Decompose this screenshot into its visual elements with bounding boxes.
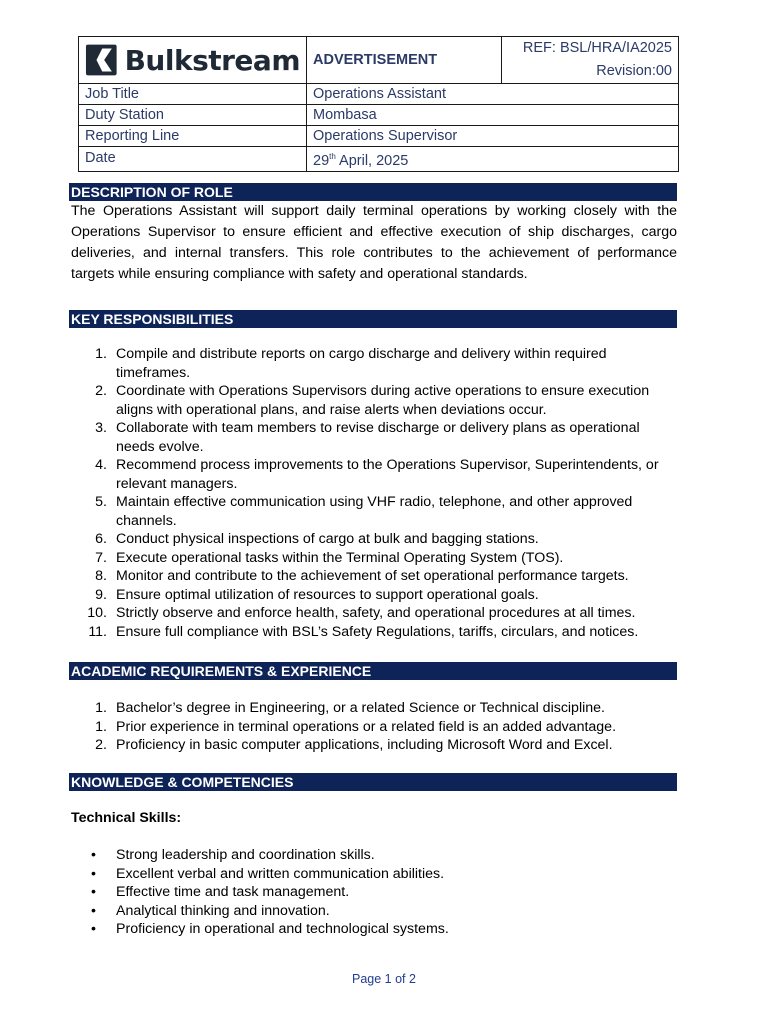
- list-item: [71, 493, 671, 530]
- section-heading-knowledge: KNOWLEDGE & COMPETENCIES: [69, 773, 677, 791]
- list-item-text: Strong leadership and coordination skills.: [116, 847, 375, 863]
- description-text: The Operations Assistant will support daily terminal operations by working closely with the Operations Supervisor to ensure efficient and effective execution of ship discharges, cargo deliveries, and internal transfers. This role contributes to the achievement of performance targets while ensuring compliance with safety and operational standards.: [71, 203, 677, 282]
- list-item: [71, 718, 671, 737]
- advertisement-label: ADVERTISEMENT: [307, 37, 502, 84]
- row-value: Operations Assistant: [307, 84, 679, 105]
- list-item-text: Proficiency in operational and technological systems.: [116, 921, 449, 937]
- list-item-text: Ensure full compliance with BSL’s Safety Regulations, tariffs, circulars, and notices.: [116, 623, 639, 640]
- list-item-number: 1.: [95, 718, 107, 735]
- list-item-text: Bachelor’s degree in Engineering, or a related Science or Technical discipline.: [116, 700, 605, 716]
- list-item-number: 2.: [95, 737, 107, 753]
- date-suffix: th: [329, 152, 336, 161]
- header-table: [78, 36, 679, 172]
- list-item-number: 1.: [95, 346, 107, 362]
- bullet-icon: •: [91, 921, 96, 937]
- list-item-text: Effective time and task management.: [116, 884, 350, 900]
- section-heading-responsibilities: KEY RESPONSIBILITIES: [69, 310, 677, 328]
- logo-text: Bulkstream: [124, 43, 300, 77]
- row-label: Date: [79, 147, 307, 172]
- reporting-line-row: [79, 126, 679, 147]
- list-item-number: 8.: [95, 568, 107, 584]
- list-item-number: 9.: [95, 586, 107, 603]
- bullet-icon: •: [91, 847, 96, 863]
- responsibilities-list: [71, 345, 671, 641]
- list-item: [71, 865, 671, 884]
- date-row: [79, 147, 679, 172]
- reference-cell: [502, 37, 679, 84]
- bullet-icon: •: [91, 865, 96, 882]
- list-item: [71, 846, 671, 865]
- date-day: 29: [313, 152, 330, 169]
- list-item-number: 1.: [95, 700, 107, 716]
- list-item-text: Compile and distribute reports on cargo discharge and delivery within required timeframes.: [116, 346, 607, 381]
- list-item: [71, 530, 671, 549]
- list-item-text: Strictly observe and enforce health, safety, and operational procedures at all times.: [116, 605, 636, 621]
- row-label: Reporting Line: [79, 126, 307, 147]
- list-item: [71, 345, 671, 382]
- list-item: [71, 623, 671, 642]
- list-item: [71, 419, 671, 456]
- reference-number: REF: BSL/HRA/IA2025: [522, 40, 672, 56]
- row-value: Mombasa: [307, 105, 679, 126]
- list-item: [71, 902, 671, 921]
- list-item-number: 3.: [95, 420, 107, 436]
- job-title-row: [79, 84, 679, 105]
- technical-skills-heading: Technical Skills:: [71, 810, 182, 826]
- list-item-number: 4.: [95, 457, 107, 473]
- section-heading-description: DESCRIPTION OF ROLE: [69, 183, 677, 201]
- list-item: [71, 382, 671, 419]
- bullet-icon: •: [91, 884, 96, 900]
- list-item-text: Ensure optimal utilization of resources to support operational goals.: [116, 586, 539, 603]
- list-item-text: Excellent verbal and written communication abilities.: [116, 865, 445, 882]
- list-item-text: Maintain effective communication using VHF radio, telephone, and other approved channels.: [116, 494, 633, 529]
- list-item-number: 11.: [88, 623, 107, 640]
- list-item: [71, 736, 671, 755]
- list-item: [71, 567, 671, 586]
- row-value: Operations Supervisor: [307, 126, 679, 147]
- list-item-text: Conduct physical inspections of cargo at bulk and bagging stations.: [116, 531, 539, 547]
- list-item-text: Coordinate with Operations Supervisors during active operations to ensure execution aligns with operational plans, and raise alerts when deviations occur.: [116, 383, 650, 418]
- date-rest: April, 2025: [335, 152, 409, 169]
- logo-cell: [79, 37, 307, 84]
- list-item: [71, 920, 671, 939]
- list-item: [71, 699, 671, 718]
- list-item-text: Prior experience in terminal operations or a related field is an added advantage.: [116, 718, 617, 735]
- list-item-number: 7.: [95, 549, 107, 566]
- page-number: Page 1 of 2: [352, 972, 416, 986]
- list-item-number: 6.: [95, 531, 107, 547]
- list-item: [71, 549, 671, 568]
- list-item-text: Monitor and contribute to the achievement of set operational performance targets.: [116, 568, 629, 584]
- company-logo: [85, 38, 300, 82]
- row-label: Job Title: [79, 84, 307, 105]
- list-item: [71, 883, 671, 902]
- list-item-number: 5.: [95, 494, 107, 510]
- list-item-number: 2.: [95, 383, 107, 399]
- list-item-text: Proficiency in basic computer applications, including Microsoft Word and Excel.: [116, 737, 613, 753]
- list-item-text: Analytical thinking and innovation.: [116, 902, 330, 919]
- section-heading-academic: ACADEMIC REQUIREMENTS & EXPERIENCE: [69, 662, 677, 680]
- list-item: [71, 586, 671, 605]
- list-item-text: Execute operational tasks within the Terminal Operating System (TOS).: [116, 549, 564, 566]
- list-item: [71, 604, 671, 623]
- revision-number: Revision:00: [596, 63, 672, 79]
- skills-list: [71, 846, 671, 939]
- date-value: [307, 147, 679, 172]
- bulkstream-logo-icon: [85, 43, 118, 77]
- academic-list: [71, 699, 671, 755]
- duty-station-row: [79, 105, 679, 126]
- list-item-number: 10.: [87, 605, 107, 621]
- row-label: Duty Station: [79, 105, 307, 126]
- list-item-text: Recommend process improvements to the Operations Supervisor, Superintendents, or relevant managers.: [116, 457, 659, 492]
- list-item-text: Collaborate with team members to revise discharge or delivery plans as operational needs evolve.: [116, 420, 640, 455]
- bullet-icon: •: [91, 902, 96, 919]
- list-item: [71, 456, 671, 493]
